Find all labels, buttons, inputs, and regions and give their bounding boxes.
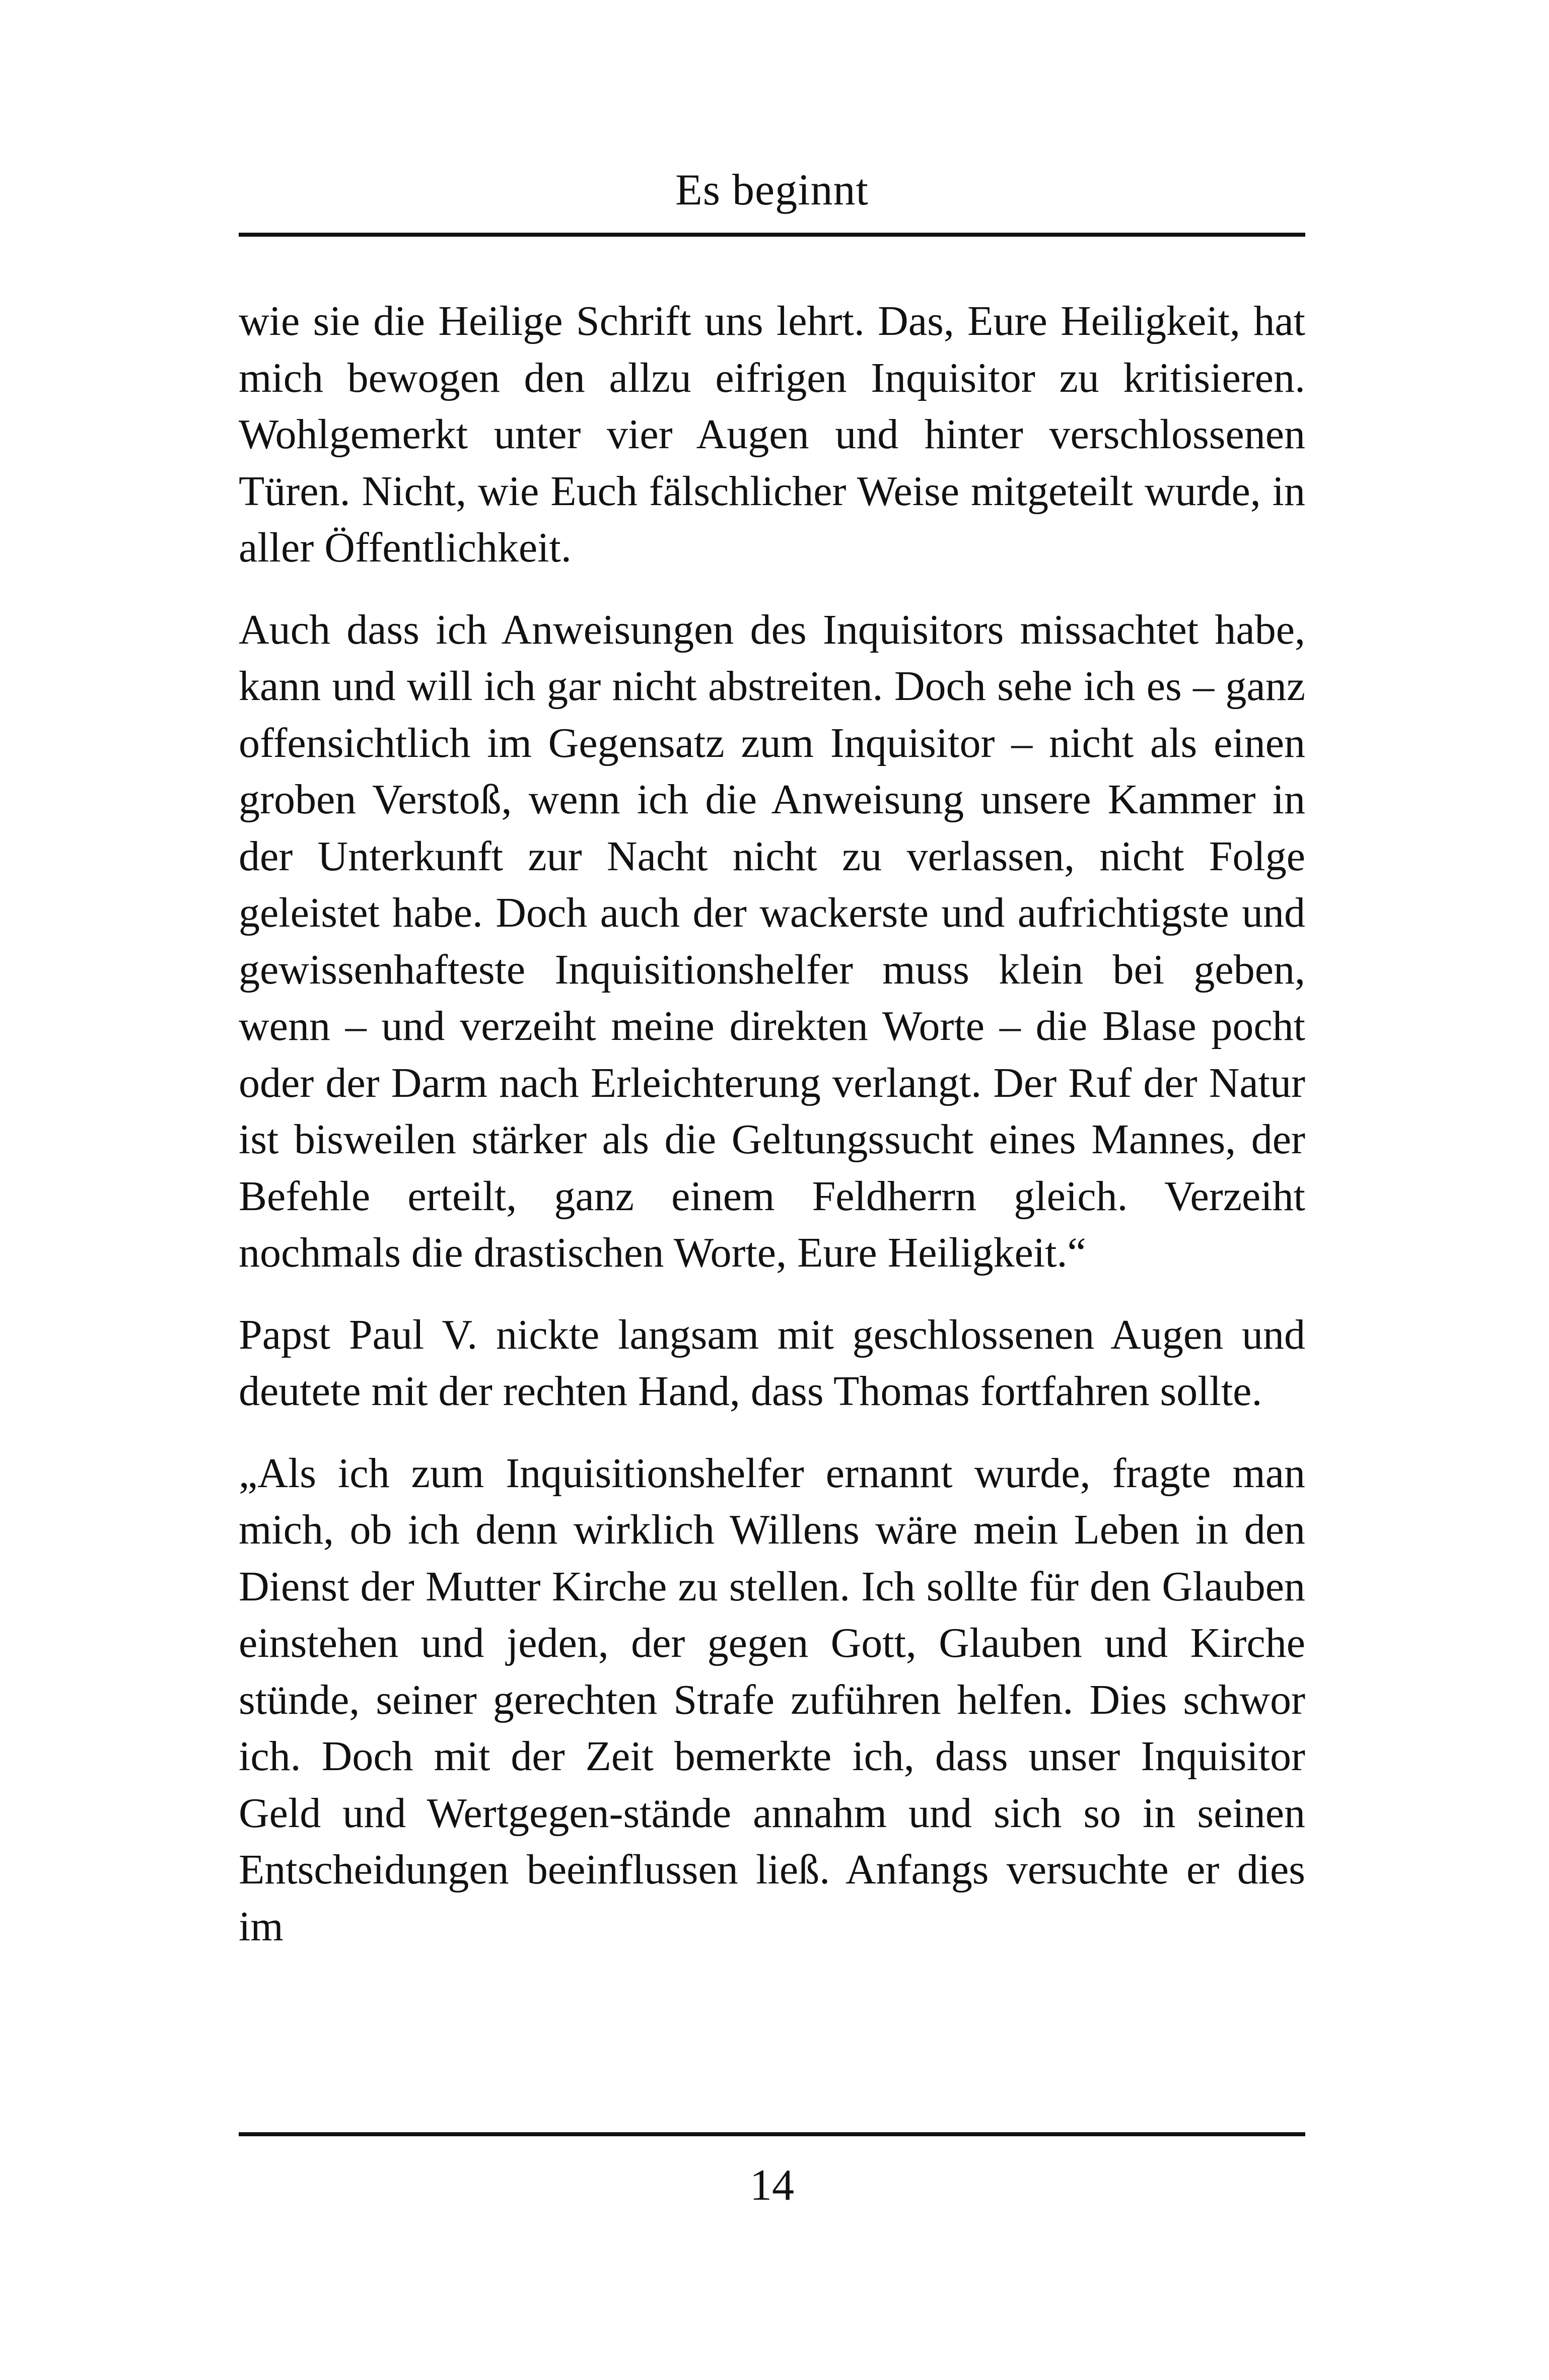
header-rule bbox=[239, 233, 1305, 237]
paragraph: wie sie die Heilige Schrift uns lehrt. Das, Eure Heiligkeit, hat mich bewogen den allzu eifrigen Inquisitor zu kritisieren. Wohlgemerkt unter vier Augen und hinter verschlossenen Türen. Nicht, wie Euch fälschlicher Weise mitgeteilt wurde, in aller Öffentlichkeit. bbox=[239, 298, 1305, 571]
body-text bbox=[239, 293, 1305, 1980]
paragraph: Auch dass ich Anweisungen des Inquisitors missachtet habe, kann und will ich gar nicht abstreiten. Doch sehe ich es – ganz offensichtlich im Gegensatz zum Inquisitor – nicht als einen groben Verstoß, wenn ich die Anweisung unsere Kammer in der Unterkunft zur Nacht nicht zu verlassen, nicht Folge geleistet habe. Doch auch der wackerste und aufrichtigste und gewissenhafteste Inquisitionshelfer muss klein bei geben, wenn – und verzeiht meine direkten Worte – die Blase pocht oder der Darm nach Erleichterung verlangt. Der Ruf der Natur ist bisweilen stärker als die Geltungssucht eines Mannes, der Befehle erteilt, ganz einem Feldherrn gleich. Verzeiht nochmals die drastischen Worte, Eure Heiligkeit.“ bbox=[239, 606, 1305, 1276]
running-header: Es beginnt bbox=[675, 166, 869, 215]
page-number: 14 bbox=[750, 2161, 794, 2210]
paragraph: Papst Paul V. nickte langsam mit geschlossenen Augen und deutete mit der rechten Hand, dass Thomas fortfahren sollte. bbox=[239, 1311, 1305, 1415]
footer-rule bbox=[239, 2132, 1305, 2136]
paragraph: „Als ich zum Inquisitionshelfer ernannt wurde, fragte man mich, ob ich denn wirklich Willens wäre mein Leben in den Dienst der Mutter Kirche zu stellen. Ich sollte für den Glauben einstehen und jeden, der gegen Gott, Glauben und Kirche stünde, seiner gerechten Strafe zuführen helfen. Dies schwor ich. Doch mit der Zeit bemerkte ich, dass unser Inquisitor Geld und Wertgegen-stände annahm und sich so in seinen Entscheidungen beeinflussen ließ. Anfangs versuchte er dies im bbox=[239, 1449, 1305, 1950]
